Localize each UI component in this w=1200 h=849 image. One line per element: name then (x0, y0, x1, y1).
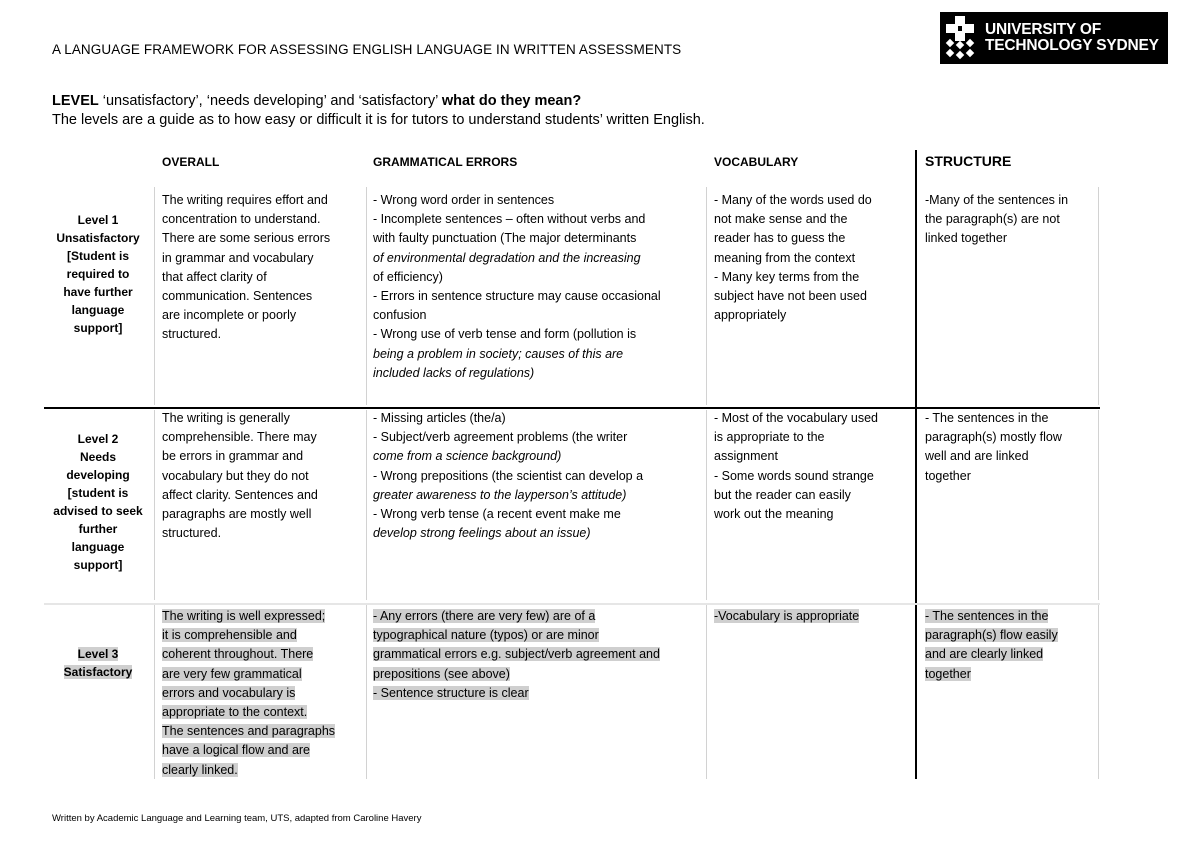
logo-line-2: TECHNOLOGY SYDNEY (985, 37, 1159, 54)
footer-credit: Written by Academic Language and Learning team, UTS, adapted from Caroline Havery (52, 813, 422, 824)
uts-logo-text (985, 22, 1159, 54)
grid-line (366, 187, 367, 405)
grid-line (706, 187, 707, 405)
level-2-structure: - The sentences in the paragraph(s) mostly flow well and are linked together (925, 411, 1062, 483)
header-grammatical-errors: GRAMMATICAL ERRORS (373, 155, 518, 169)
level-1-grammar: - Wrong word order in sentences - Incomplete sentences – often without verbs and with faulty punctuation (The major determinants of environmental degradation and the increasing of efficiency) - Errors in sentence structure may cause occasional confusion - Wrong use of verb tense and form (pollution is being a problem in society; causes of this are included lacks of regulations) (373, 193, 661, 380)
intro-question: what do they mean? (441, 93, 582, 109)
level-2-vocabulary: - Most of the vocabulary used is appropriate to the assignment - Some words sound strange but the reader can easily work out the meaning (714, 411, 878, 522)
intro-text (52, 92, 705, 130)
grid-line (154, 605, 155, 779)
grid-line (154, 410, 155, 600)
structure-column-divider (915, 150, 917, 779)
level-1-structure: -Many of the sentences in the paragraph(s) are not linked together (925, 193, 1069, 246)
header-overall: OVERALL (162, 155, 220, 169)
header-vocabulary: VOCABULARY (714, 155, 799, 169)
grid-line (1098, 410, 1099, 600)
intro-level-word: LEVEL (52, 93, 99, 109)
uts-logo-icon (943, 14, 977, 62)
grid-line (154, 187, 155, 405)
grid-line (366, 410, 367, 600)
level-2-label: Level 2 Needs developing [student is advised to seek further language support] (53, 432, 143, 572)
uts-logo (940, 12, 1168, 64)
level-1-label: Level 1 Unsatisfactory [Student is required to have further language support] (56, 213, 140, 335)
level-3-vocabulary: -Vocabulary is appropriate (714, 609, 860, 623)
level-2-grammar: - Missing articles (the/a) - Subject/verb agreement problems (the writer come from a science background) - Wrong prepositions (the scientist can develop a greater awareness to the layperson’s attitude) - Wrong verb tense (a recent event make me develop strong feelings about an issue) (373, 411, 644, 541)
level-3-grammar: - Any errors (there are very few) are of a typographical nature (typos) or are minor grammatical errors e.g. subject/verb agreement and prepositions (see above) - Sentence structure is clear (373, 609, 660, 700)
document-title: A LANGUAGE FRAMEWORK FOR ASSESSING ENGLISH LANGUAGE IN WRITTEN ASSESSMENTS (52, 42, 682, 57)
level-1-overall: The writing requires effort and concentration to understand. There are some serious errors in grammar and vocabulary that affect clarity of communication. Sentences are incomplete or poorly structured. (162, 193, 331, 342)
intro-levels: ‘unsatisfactory’, ‘needs developing’ and ‘satisfactory’ (98, 93, 442, 109)
row-divider (44, 603, 1100, 605)
level-1-vocabulary: - Many of the words used do not make sense and the reader has to guess the meaning from the context - Many key terms from the subject have not been used appropriately (714, 193, 872, 323)
grid-line (706, 605, 707, 779)
grid-line (366, 605, 367, 779)
grid-line (1098, 605, 1099, 779)
level-3-overall: The writing is well expressed; it is comprehensible and coherent throughout. There are very few grammatical errors and vocabulary is appropriate to the context. The sentences and paragraphs have a logical flow and are clearly linked. (162, 609, 336, 777)
level-3-label: Level 3 Satisfactory (63, 647, 133, 679)
level-2-overall: The writing is generally comprehensible. There may be errors in grammar and vocabulary but they do not affect clarity. Sentences and paragraphs are mostly well structured. (162, 411, 318, 541)
intro-line-1 (52, 92, 705, 111)
logo-line-1: UNIVERSITY OF (985, 21, 1101, 38)
grid-line (1098, 187, 1099, 405)
header-structure: STRUCTURE (925, 153, 1012, 169)
intro-line-2: The levels are a guide as to how easy or difficult it is for tutors to understand students’ written English. (52, 112, 705, 128)
grid-line (706, 410, 707, 600)
level-3-structure: - The sentences in the paragraph(s) flow easily and are clearly linked together (925, 609, 1058, 681)
